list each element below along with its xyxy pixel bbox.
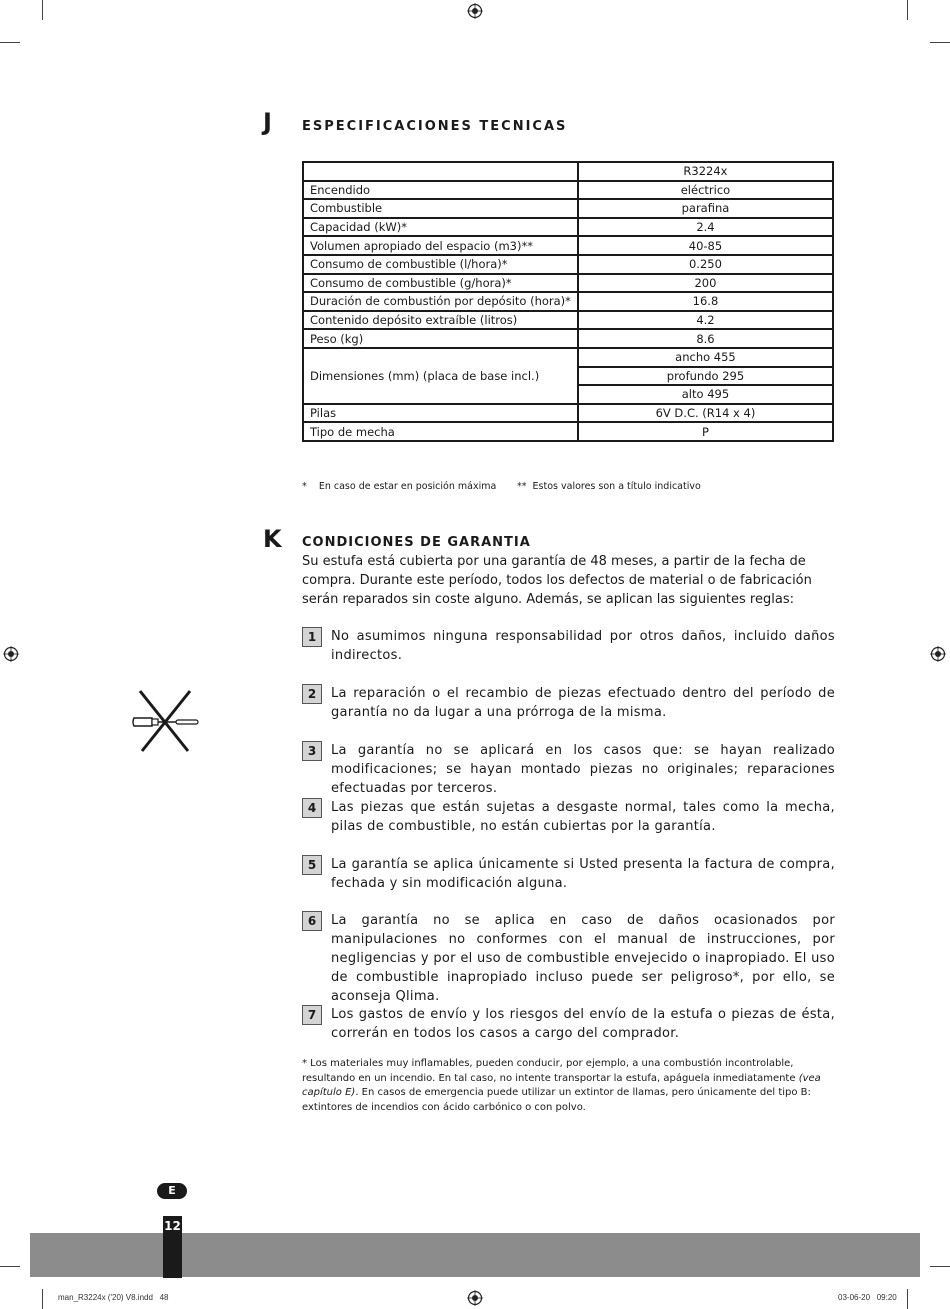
crop-mark xyxy=(42,0,43,20)
spec-label: Capacidad (kW)* xyxy=(303,218,578,237)
spec-value: eléctrico xyxy=(578,181,833,200)
rule-number: 6 xyxy=(302,911,322,931)
section-letter-j: J xyxy=(263,108,272,136)
registration-mark-icon xyxy=(930,646,946,662)
spec-label: Combustible xyxy=(303,199,578,218)
spec-label: Pilas xyxy=(303,404,578,423)
spec-value: 16.8 xyxy=(578,292,833,311)
table-row xyxy=(303,348,833,367)
spec-value: 40-85 xyxy=(578,236,833,255)
crop-mark xyxy=(930,1266,950,1267)
rule-text: No asumimos ninguna responsabilidad por otros daños, incluido daños indirectos. xyxy=(331,629,835,663)
table-row xyxy=(303,311,833,330)
section-title-warranty: CONDICIONES DE GARANTIA xyxy=(302,535,531,550)
table-row xyxy=(303,329,833,348)
crop-mark xyxy=(907,0,908,20)
page-number: 12 xyxy=(163,1216,182,1278)
rule-text: Los gastos de envío y los riesgos del envío de la estufa o piezas de ésta, correrán en todos los casos a cargo del comprador. xyxy=(331,1007,835,1041)
rule-number: 5 xyxy=(302,855,322,875)
rule-text: La garantía no se aplica en caso de daños ocasionados por manipulaciones no conformes con el manual de instrucciones, por negligencias y por el uso de combustible envejecido o inapropiado. El uso de combustible inapropiado incluso puede ser peligroso*, por ello, se aconseja Qlima. xyxy=(331,913,835,1004)
table-header-empty xyxy=(303,162,578,181)
spec-label: Contenido depósito extraíble (litros) xyxy=(303,311,578,330)
table-row xyxy=(303,274,833,293)
table-row xyxy=(303,422,833,441)
spec-label: Consumo de combustible (l/hora)* xyxy=(303,255,578,274)
note-text: * Los materiales muy inflamables, pueden conducir, por ejemplo, a una combustión incontrolable, resultando en un incendio. En tal caso, no intente transportar la estufa, apáguela inmediatamente xyxy=(302,1058,799,1084)
spec-value: parafina xyxy=(578,199,833,218)
table-row xyxy=(303,404,833,423)
spec-label: Tipo de mecha xyxy=(303,422,578,441)
table-row xyxy=(303,181,833,200)
spec-label-dimensions: Dimensiones (mm) (placa de base incl.) xyxy=(303,348,578,404)
fuel-warning-note xyxy=(302,1057,837,1115)
spec-value: 6V D.C. (R14 x 4) xyxy=(578,404,833,423)
rule-number: 3 xyxy=(302,741,322,761)
rule-number: 4 xyxy=(302,798,322,818)
spec-label: Peso (kg) xyxy=(303,329,578,348)
footnote-indicative: ** Estos valores son a título indicativo xyxy=(517,481,701,492)
rule-text: La reparación o el recambio de piezas efectuado dentro del período de garantía no da lugar a una prórroga de la misma. xyxy=(331,686,835,720)
table-row xyxy=(303,218,833,237)
spec-label: Consumo de combustible (g/hora)* xyxy=(303,274,578,293)
warranty-intro: Su estufa está cubierta por una garantía de 48 meses, a partir de la fecha de compra. Durante este período, todos los defectos de material o de fabricación serán reparados sin coste alguno. Además, se aplican las siguientes reglas: xyxy=(302,554,812,607)
table-row xyxy=(303,236,833,255)
registration-mark-icon xyxy=(467,1290,483,1306)
specifications-table xyxy=(302,161,834,442)
note-reference: (vea capítulo E) xyxy=(302,1072,821,1098)
table-row xyxy=(303,199,833,218)
dimension-height: alto 495 xyxy=(578,385,833,404)
spec-label: Volumen apropiado del espacio (m3)** xyxy=(303,236,578,255)
section-letter-k: K xyxy=(263,525,282,553)
spec-label: Duración de combustión por depósito (hora)* xyxy=(303,292,578,311)
spec-value: 0.250 xyxy=(578,255,833,274)
no-screwdriver-icon xyxy=(130,688,202,754)
crop-mark xyxy=(907,1289,908,1309)
spec-value: 8.6 xyxy=(578,329,833,348)
language-badge: E xyxy=(157,1183,187,1199)
rule-number: 1 xyxy=(302,627,322,647)
rule-text: La garantía no se aplicará en los casos que: se hayan realizado modificaciones; se hayan montado piezas no originales; reparaciones efectuadas por terceros. xyxy=(331,743,835,796)
section-title-specifications: ESPECIFICACIONES TECNICAS xyxy=(302,119,568,134)
dimension-depth: profundo 295 xyxy=(578,367,833,386)
rule-text: La garantía se aplica únicamente si Usted presenta la factura de compra, fechada y sin modificación alguna. xyxy=(331,857,835,891)
registration-mark-icon xyxy=(467,3,483,19)
spec-value: 4.2 xyxy=(578,311,833,330)
rule-number: 7 xyxy=(302,1005,322,1025)
crop-mark xyxy=(42,1289,43,1309)
rule-number: 2 xyxy=(302,684,322,704)
crop-mark xyxy=(0,42,20,43)
spec-value: 2.4 xyxy=(578,218,833,237)
footnote-max-position: * En caso de estar en posición máxima xyxy=(302,481,497,492)
note-text-continued: . En casos de emergencia puede utilizar un extintor de llamas, pero únicamente del tipo B: extintores de incendios con ácido carbónico o con polvo. xyxy=(302,1087,811,1113)
table-row xyxy=(303,292,833,311)
spec-label: Encendido xyxy=(303,181,578,200)
registration-mark-icon xyxy=(3,646,19,662)
model-name: R3224x xyxy=(578,162,833,181)
file-slug: man_R3224x ('20) V8.indd 48 xyxy=(58,1293,169,1302)
dimension-width: ancho 455 xyxy=(578,348,833,367)
table-row xyxy=(303,162,833,181)
crop-mark xyxy=(0,1266,20,1267)
table-row xyxy=(303,255,833,274)
spec-value: 200 xyxy=(578,274,833,293)
crop-mark xyxy=(930,42,950,43)
spec-value: P xyxy=(578,422,833,441)
rule-text: Las piezas que están sujetas a desgaste normal, tales como la mecha, pilas de combustible, no están cubiertas por la garantía. xyxy=(331,800,835,834)
print-date: 03-06-20 09:20 xyxy=(838,1293,897,1302)
